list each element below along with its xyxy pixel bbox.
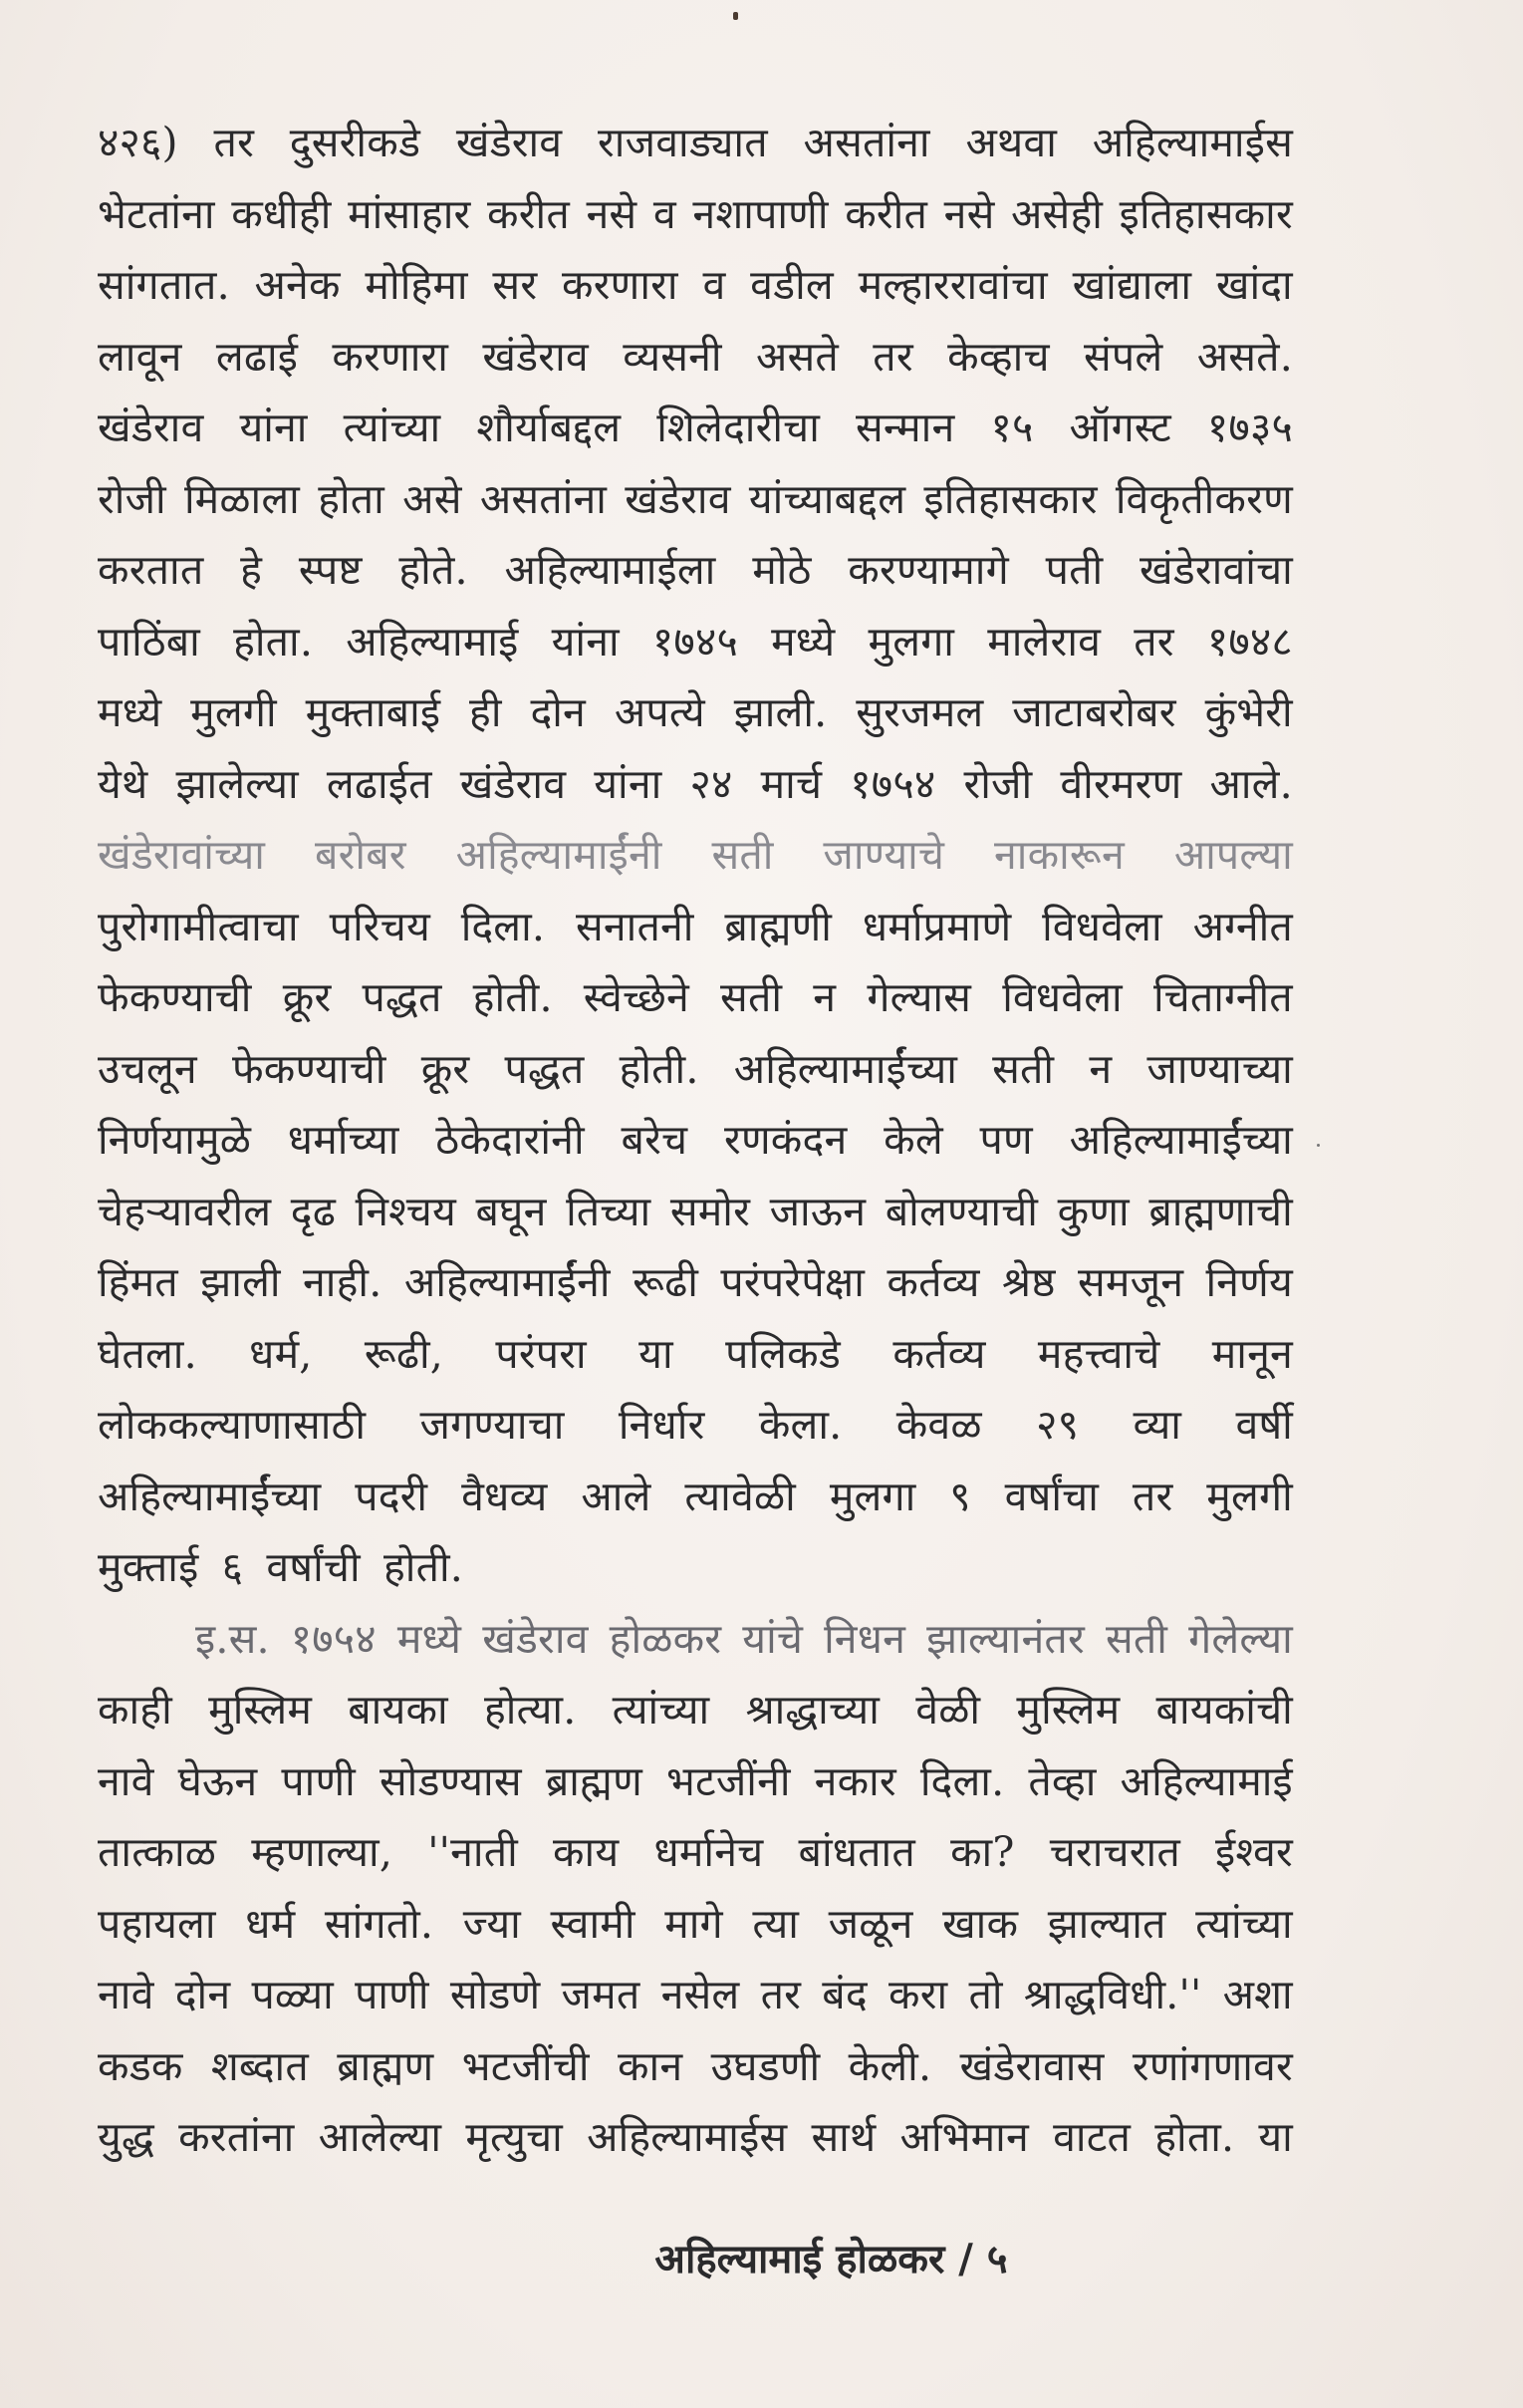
text-line: काही मुस्लिम बायका होत्या. त्यांच्या श्राद्धाच्या वेळी मुस्लिम बायकांची xyxy=(98,1686,1293,1734)
text-line: रोजी मिळाला होता असे असतांना खंडेराव यांच्याबद्दल इतिहासकार विकृतीकरण xyxy=(98,474,1293,523)
paragraph-1 xyxy=(98,108,1293,1604)
text-line: अहिल्यामाईंच्या पदरी वैधव्य आले त्यावेळी मुलगा ९ वर्षांचा तर मुलगी xyxy=(98,1472,1293,1520)
text-line: नावे दोन पळ्या पाणी सोडणे जमत नसेल तर बंद करा तो श्राद्धविधी.'' अशा xyxy=(98,1971,1293,2018)
text-line: लोककल्याणासाठी जगण्याचा निर्धार केला. केवळ २९ व्या वर्षी xyxy=(98,1401,1293,1449)
text-line: फेकण्याची क्रूर पद्धत होती. स्वेच्छेने सती न गेल्यास विधवेला चिताग्नीत xyxy=(98,973,1293,1021)
text-line: इ.स. १७५४ मध्ये खंडेराव होळकर यांचे निधन झाल्यानंतर सती गेलेल्या xyxy=(195,1614,1293,1663)
margin-dot xyxy=(1317,1144,1320,1147)
paragraph-2 xyxy=(98,1604,1293,2174)
text-line: मध्ये मुलगी मुक्ताबाई ही दोन अपत्ये झाली. सुरजमल जाटाबरोबर कुंभेरी xyxy=(98,688,1293,736)
text-line: उचलून फेकण्याची क्रूर पद्धत होती. अहिल्यामाईंच्या सती न जाण्याच्या xyxy=(98,1044,1293,1093)
text-line: भेटतांना कधीही मांसाहार करीत नसे व नशापाणी करीत नसे असेही इतिहासकार xyxy=(98,189,1293,238)
text-line: येथे झालेल्या लढाईत खंडेराव यांना २४ मार्च १७५४ रोजी वीरमरण आले. xyxy=(98,759,1293,808)
text-line: मुक्ताई ६ वर्षांची होती. xyxy=(98,1543,464,1591)
text-line: सांगतात. अनेक मोहिमा सर करणारा व वडील मल्हाररावांचा खांद्याला खांदा xyxy=(98,261,1293,309)
text-line: निर्णयामुळे धर्माच्या ठेकेदारांनी बरेच रणकंदन केले पण अहिल्यामाईंच्या xyxy=(98,1116,1293,1164)
text-line: खंडेराव यांना त्यांच्या शौर्याबद्दल शिलेदारीचा सन्मान १५ ऑगस्ट १७३५ xyxy=(98,403,1293,451)
text-line: कडक शब्दात ब्राह्मण भटजींची कान उघडणी केली. खंडेरावास रणांगणावर xyxy=(98,2041,1293,2090)
text-line: चेहऱ्यावरील दृढ निश्चय बघून तिच्या समोर जाऊन बोलण्याची कुणा ब्राह्मणाची xyxy=(98,1187,1293,1235)
text-line: पुरोगामीत्वाचा परिचय दिला. सनातनी ब्राह्मणी धर्माप्रमाणे विधवेला अग्नीत xyxy=(98,902,1293,950)
text-line: लावून लढाई करणारा खंडेराव व्यसनी असते तर केव्हाच संपले असते. xyxy=(98,332,1293,381)
text-line: नावे घेऊन पाणी सोडण्यास ब्राह्मण भटजींनी नकार दिला. तेव्हा अहिल्यामाई xyxy=(98,1756,1293,1805)
body-text xyxy=(98,108,1293,2174)
running-footer: अहिल्यामाई होळकर / ५ xyxy=(654,2236,1008,2282)
text-line: पहायला धर्म सांगतो. ज्या स्वामी मागे त्या जळून खाक झाल्यात त्यांच्या xyxy=(98,1899,1293,1948)
text-line: तात्काळ म्हणाल्या, ''नाती काय धर्मानेच बांधतात का? चराचरात ईश्वर xyxy=(98,1828,1293,1876)
text-line: करतात हे स्पष्ट होते. अहिल्यामाईला मोठे करण्यामागे पती खंडेरावांचा xyxy=(98,546,1293,594)
text-line: घेतला. धर्म, रूढी, परंपरा या पलिकडे कर्तव्य महत्त्वाचे मानून xyxy=(98,1329,1293,1378)
text-line: हिंमत झाली नाही. अहिल्यामाईंनी रूढी परंपरेपेक्षा कर्तव्य श्रेष्ठ समजून निर्णय xyxy=(98,1258,1293,1306)
text-line: पाठिंबा होता. अहिल्यामाई यांना १७४५ मध्ये मुलगा मालेराव तर १७४८ xyxy=(98,617,1293,666)
text-line: खंडेरावांच्या बरोबर अहिल्यामाईंनी सती जाण्याचे नाकारून आपल्या xyxy=(98,831,1293,879)
text-line: ४२६) तर दुसरीकडे खंडेराव राजवाड्यात असतांना अथवा अहिल्यामाईस xyxy=(98,119,1293,166)
text-line: युद्ध करतांना आलेल्या मृत्युचा अहिल्यामाईस सार्थ अभिमान वाटत होता. या xyxy=(98,2113,1293,2161)
ink-speck xyxy=(733,12,738,20)
